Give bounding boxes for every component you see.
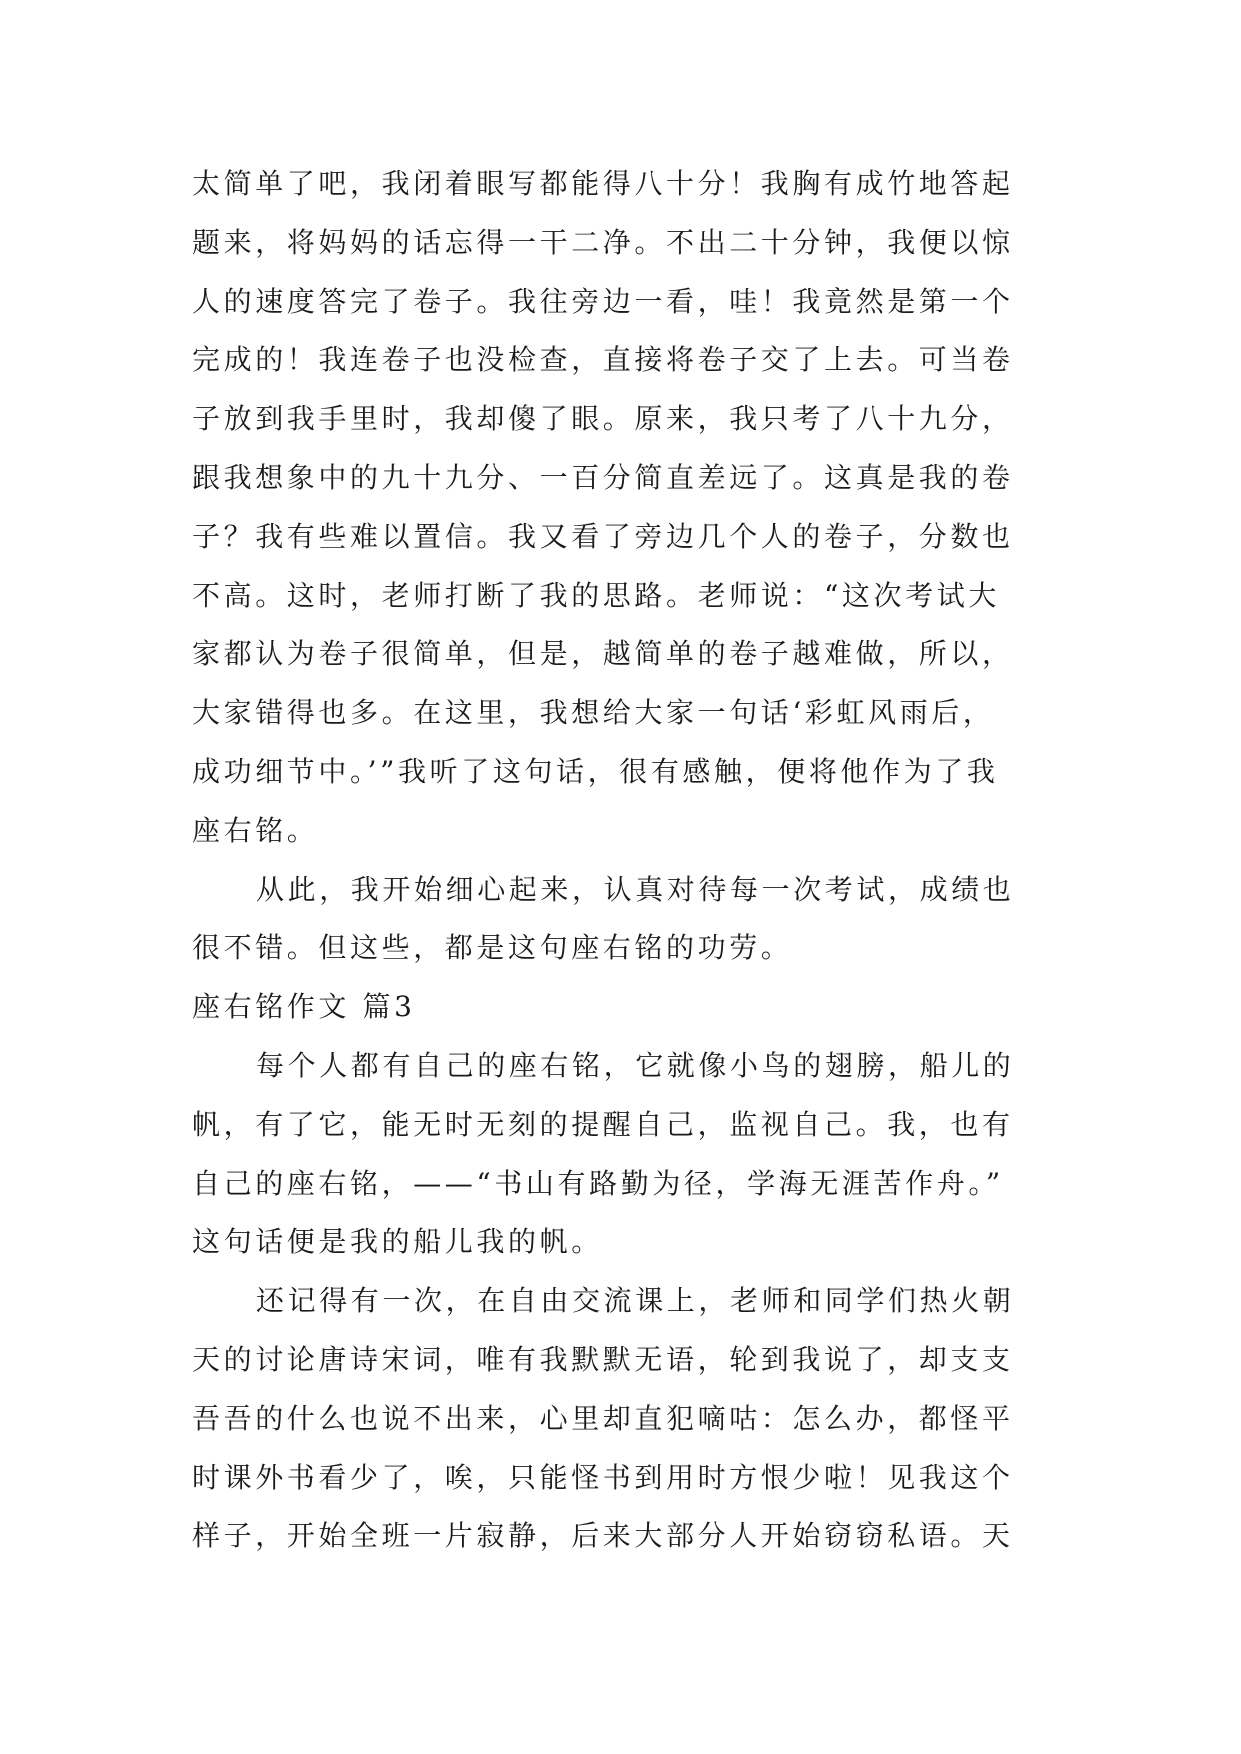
text-line: 太简单了吧，我闭着眼写都能得八十分！我胸有成竹地答起 — [192, 167, 1014, 200]
text-line: 样子，开始全班一片寂静，后来大部分人开始窃窃私语。天 — [192, 1519, 1014, 1553]
text-line: 每个人都有自己的座右铭，它就像小鸟的翅膀，船儿的 — [256, 1048, 1015, 1082]
text-line: 子？我有些难以置信。我又看了旁边几个人的卷子，分数也 — [192, 519, 1014, 553]
text-line: 家都认为卷子很简单，但是，越简单的卷子越难做，所以， — [192, 637, 1014, 671]
essay-body — [192, 155, 1052, 1566]
text-line: 这句话便是我的船儿我的帆。 — [192, 1225, 603, 1259]
text-line: 从此，我开始细心起来，认真对待每一次考试，成绩也 — [256, 872, 1015, 906]
text-line: 子放到我手里时，我却傻了眼。原来，我只考了八十九分， — [192, 402, 1014, 436]
text-line: 不高。这时，老师打断了我的思路。老师说：“这次考试大 — [192, 578, 1000, 612]
text-line: 跟我想象中的九十九分、一百分简直差远了。这真是我的卷 — [192, 460, 1014, 494]
text-line: 大家错得也多。在这里，我想给大家一句话‘彩虹风雨后， — [192, 696, 995, 730]
text-line: 人的速度答完了卷子。我往旁边一看，哇！我竟然是第一个 — [192, 284, 1014, 318]
text-line: 成功细节中。’”我听了这句话，很有感触，便将他作为了我 — [192, 754, 999, 788]
text-line: 题来，将妈妈的话忘得一干二净。不出二十分钟，我便以惊 — [192, 225, 1014, 259]
text-line: 时课外书看少了，唉，只能怪书到用时方恨少啦！见我这个 — [192, 1460, 1014, 1494]
text-line: 完成的！我连卷子也没检查，直接将卷子交了上去。可当卷 — [192, 343, 1014, 377]
text-line: 吾吾的什么也说不出来，心里却直犯嘀咕：怎么办，都怪平 — [192, 1401, 1014, 1435]
text-line: 座右铭。 — [192, 813, 319, 847]
text-line: 还记得有一次，在自由交流课上，老师和同学们热火朝 — [256, 1284, 1015, 1318]
text-line: 天的讨论唐诗宋词，唯有我默默无语，轮到我说了，却支支 — [192, 1342, 1014, 1376]
text-line: 很不错。但这些，都是这句座右铭的功劳。 — [192, 931, 793, 965]
text-line: 自己的座右铭，——“书山有路勤为径，学海无涯苦作舟。” — [192, 1166, 1004, 1200]
text-line: 帆，有了它，能无时无刻的提醒自己，监视自己。我，也有 — [192, 1107, 1014, 1141]
section-heading: 座右铭作文 篇3 — [192, 990, 416, 1024]
